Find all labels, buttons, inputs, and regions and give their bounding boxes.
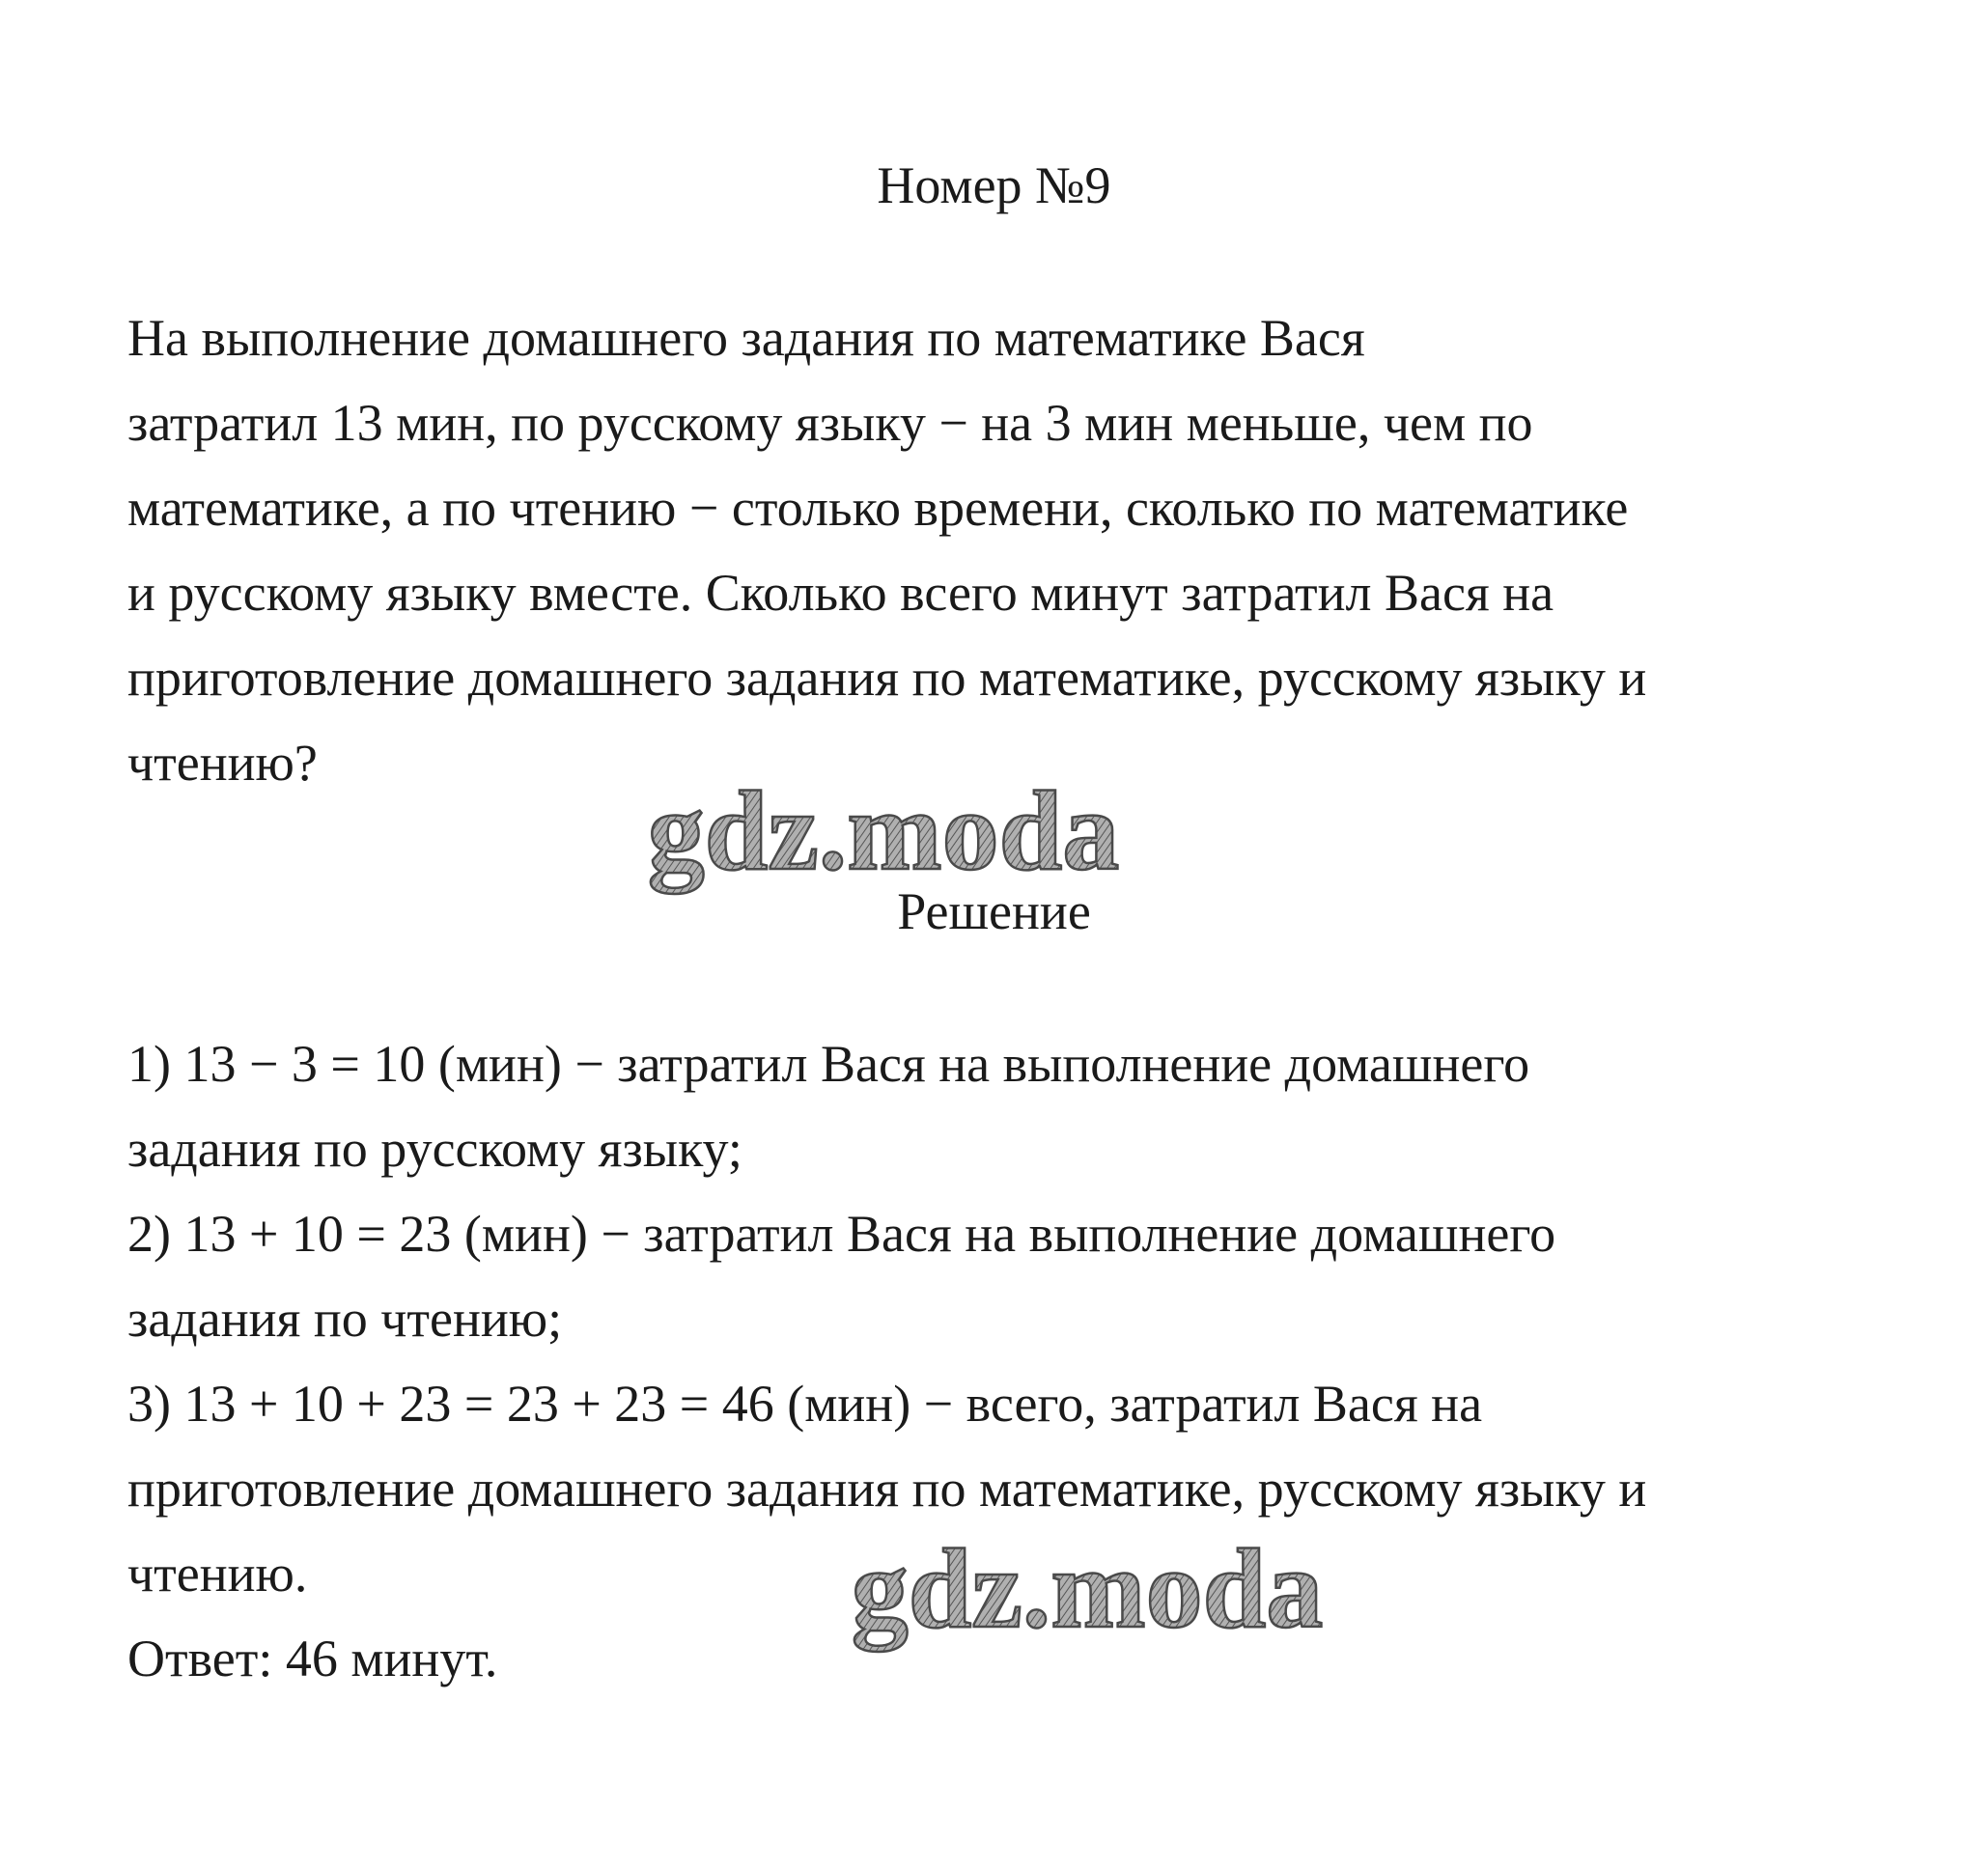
solution-heading: Решение [897, 882, 1091, 940]
solution-line: 1) 13 − 3 = 10 (мин) − затратил Вася на выполнение домашнего [127, 1035, 1530, 1093]
problem-line: приготовление домашнего задания по математике, русскому языку и [127, 649, 1647, 707]
solution-line: задания по русскому языку; [127, 1120, 742, 1178]
svg-text:gdz.moda: gdz.moda [851, 1530, 1324, 1652]
page-title: Номер №9 [877, 156, 1111, 214]
problem-line: чтению? [127, 734, 318, 792]
solution-line: 3) 13 + 10 + 23 = 23 + 23 = 46 (мин) − всего, затратил Вася на [127, 1375, 1483, 1433]
solution-line: 2) 13 + 10 = 23 (мин) − затратил Вася на выполнение домашнего [127, 1205, 1556, 1263]
solution-line: приготовление домашнего задания по математике, русскому языку и [127, 1460, 1647, 1518]
problem-line: математике, а по чтению − столько времени, сколько по математике [127, 479, 1629, 537]
solution-line: чтению. [127, 1545, 308, 1603]
problem-line: На выполнение домашнего задания по математике Вася [127, 309, 1365, 367]
problem-statement [127, 295, 1904, 805]
svg-text:gdz.moda: gdz.moda [647, 772, 1120, 894]
problem-line: и русскому языку вместе. Сколько всего минут затратил Вася на [127, 564, 1554, 622]
problem-line: затратил 13 мин, по русскому языку − на 3 мин меньше, чем по [127, 394, 1533, 452]
solution-line: задания по чтению; [127, 1290, 563, 1348]
answer-line: Ответ: 46 минут. [127, 1630, 498, 1687]
solution-steps [127, 1021, 1904, 1701]
